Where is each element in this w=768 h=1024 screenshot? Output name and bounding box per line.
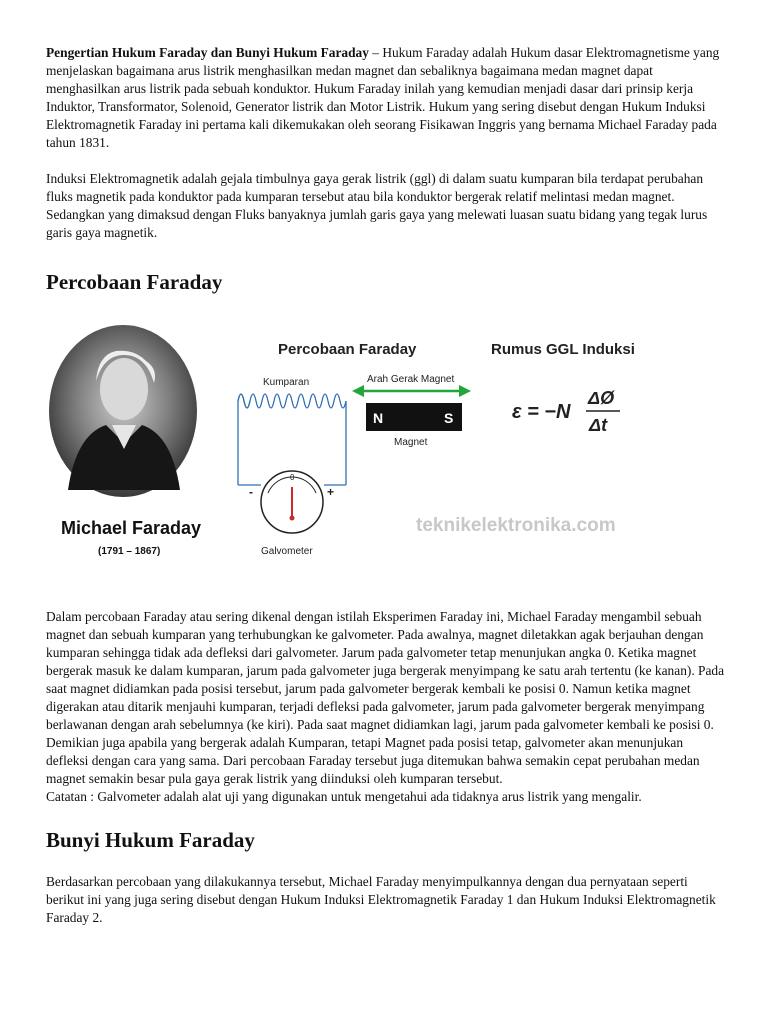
watermark: teknikelektronika.com <box>416 515 616 536</box>
induksi-paragraph: Induksi Elektromagnetik adalah gejala timbulnya gaya gerak listrik (ggl) di dalam suatu kumparan bila terdapat perubahan fluks magnetik pada konduktor pada kumparan tersebut atau bila konduktor bergerak relatif melintasi medan magnet. Sedangkan yang dimaksud dengan Fluks banyaknya jumlah garis gaya yang melewati luasan suatu bidang yang tegak lurus garis gaya magnetik. <box>46 171 708 240</box>
intro-lead: Pengertian Hukum Faraday dan Bunyi Hukum Faraday <box>46 45 369 60</box>
galvo-pivot <box>290 516 295 521</box>
galvo-zero: 0 <box>290 473 295 482</box>
portrait-face <box>100 358 148 420</box>
galvanometer <box>249 471 334 533</box>
faraday-illustration <box>46 325 726 590</box>
faraday-figure <box>46 325 726 590</box>
galvo-plus: + <box>327 485 335 499</box>
magnet-label: Magnet <box>394 437 428 448</box>
motion-arrow <box>352 385 471 397</box>
portrait-years: (1791 – 1867) <box>98 546 161 557</box>
formula-title: Rumus GGL Induksi <box>491 341 635 358</box>
heading-percobaan: Percobaan Faraday <box>46 270 223 294</box>
catatan-paragraph: Catatan : Galvometer adalah alat uji yang digunakan untuk mengetahui ada tidaknya arus listrik yang mengalir. <box>46 789 642 804</box>
formula-lhs: ε = −N <box>512 401 571 423</box>
magnet-n: N <box>373 410 384 426</box>
galvo-label: Galvometer <box>261 546 313 557</box>
article <box>46 40 726 927</box>
galvo-minus: - <box>249 485 253 499</box>
portrait <box>49 325 197 497</box>
diagram-title: Percobaan Faraday <box>278 341 417 358</box>
motion-label: Arah Gerak Magnet <box>367 374 455 385</box>
intro-paragraph <box>46 44 726 152</box>
percobaan-paragraph: Dalam percobaan Faraday atau sering dikenal dengan istilah Eksperimen Faraday ini, Michael Faraday mengambil sebuah magnet dan sebuah kumparan yang terhubungkan ke galvometer. Pada awalnya, magnet diletakkan agak berjauhan dengan kumparan sehingga tidak ada defleksi dari galvometer. Jarum pada galvometer tetap menunjukan angka 0. Ketika magnet bergerak masuk ke dalam kumparan, jarum pada galvometer juga bergerak menyimpang ke satu arah tertentu (ke kanan). Pada saat magnet didiamkan pada posisi tersebut, jarum pada galvometer bergerak kembali ke posisi 0. Namun ketika magnet digerakan atau ditarik menjauhi kumparan, terjadi defleksi pada galvometer, jarum pada galvometer bergerak menyimpang berlawanan dengan arah sebelumnya (ke kiri). Pada saat magnet didiamkan lagi, jarum pada galvometer kembali ke posisi 0. Demikian juga apabila yang bergerak adalah Kumparan, tetapi Magnet pada posisi tetap, galvometer akan menunjukan defleksi dengan cara yang sama. Dari percobaan Faraday tersebut juga ditemukan bahwa semakin cepat perubahan medan magnet semakin besar pula gaya gerak listrik yang diinduksi oleh kumparan tersebut. <box>46 609 725 786</box>
intro-text: – Hukum Faraday adalah Hukum dasar Elektromagnetisme yang menjelaskan bagaimana arus listrik menghasilkan medan magnet dan sebaliknya bagaimana medan magnet dapat menghasilkan arus listrik pada sebuah konduktor. Hukum Faraday inilah yang kemudian menjadi dasar dari prinsip kerja Induktor, Transformator, Solenoid, Generator listrik dan Motor Listrik. Hukum yang sering disebut dengan Hukum Induksi Elektromagnetik Faraday ini pertama kali dikemukakan oleh seorang Fisikawan Inggris yang bernama Michael Faraday pada tahun 1831. <box>46 45 720 150</box>
magnet-s: S <box>444 410 454 426</box>
formula-denominator: Δt <box>589 415 608 435</box>
coil-label: Kumparan <box>263 377 310 388</box>
portrait-name: Michael Faraday <box>61 518 202 538</box>
bunyi-paragraph: Berdasarkan percobaan yang dilakukannya tersebut, Michael Faraday menyimpulkannya dengan dua pernyataan seperti berikut ini yang juga sering disebut dengan Hukum Induksi Elektromagnetik Faraday 1 dan Hukum Induksi Elektromagnetik Faraday 2. <box>46 874 716 925</box>
formula-numerator: ΔØ <box>588 388 615 408</box>
heading-bunyi: Bunyi Hukum Faraday <box>46 828 255 852</box>
